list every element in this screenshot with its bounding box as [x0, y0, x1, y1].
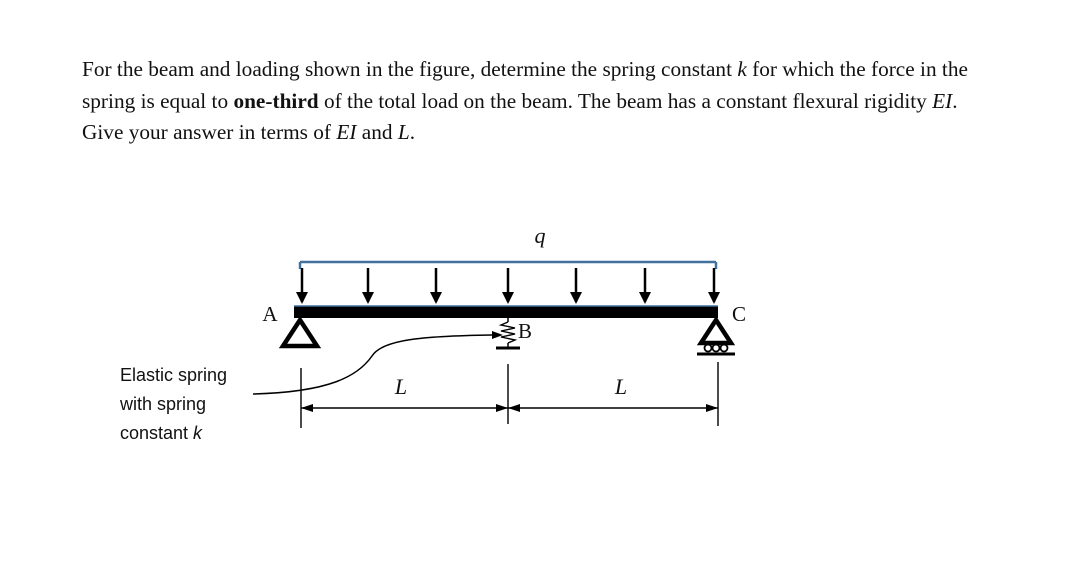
load-arrow	[639, 268, 651, 304]
var-ei: EI	[932, 88, 953, 113]
load-arrow	[362, 268, 374, 304]
spring-note-line1: Elastic spring	[120, 365, 228, 385]
load-arrow	[430, 268, 442, 304]
emphasis-one-third: one-third	[233, 88, 319, 113]
problem-text-3: of the total load on the beam. The beam has a constant flexural rigidity	[318, 88, 933, 113]
var-l: L	[397, 120, 410, 144]
beam	[294, 306, 718, 318]
load-arrow	[570, 268, 582, 304]
pin-support-a	[283, 320, 317, 346]
spring-note-line3-var: k	[193, 423, 203, 443]
problem-text-4: . Give your answer in terms of	[82, 88, 958, 144]
point-c-label: C	[731, 302, 747, 326]
load-arrow	[708, 268, 720, 304]
roller-support-c	[697, 320, 735, 354]
var-ei-2: EI	[336, 120, 357, 144]
spring-note-line3	[120, 423, 203, 443]
point-a-label: A	[262, 302, 278, 326]
dimension-lines	[301, 362, 718, 428]
point-b-label: B	[517, 319, 533, 343]
spring-b	[496, 318, 520, 348]
spring-annotation	[119, 365, 227, 443]
problem-text-5: and	[356, 120, 398, 144]
problem-text-6: .	[409, 120, 416, 144]
var-k: k	[737, 57, 747, 81]
problem-text-2: for which the force in the spring is equal to	[82, 57, 968, 113]
load-arrow	[296, 268, 308, 304]
spring-note-line3-text: constant	[120, 423, 194, 443]
load-arrow	[502, 268, 514, 304]
spring-note-line2: with spring	[120, 394, 207, 414]
problem-text-1: For the beam and loading shown in the figure, determine the spring constant	[82, 57, 738, 81]
load-label: q	[534, 223, 546, 248]
distributed-load	[296, 262, 720, 304]
span-right-label: L	[614, 374, 628, 399]
span-left-label: L	[394, 374, 408, 399]
